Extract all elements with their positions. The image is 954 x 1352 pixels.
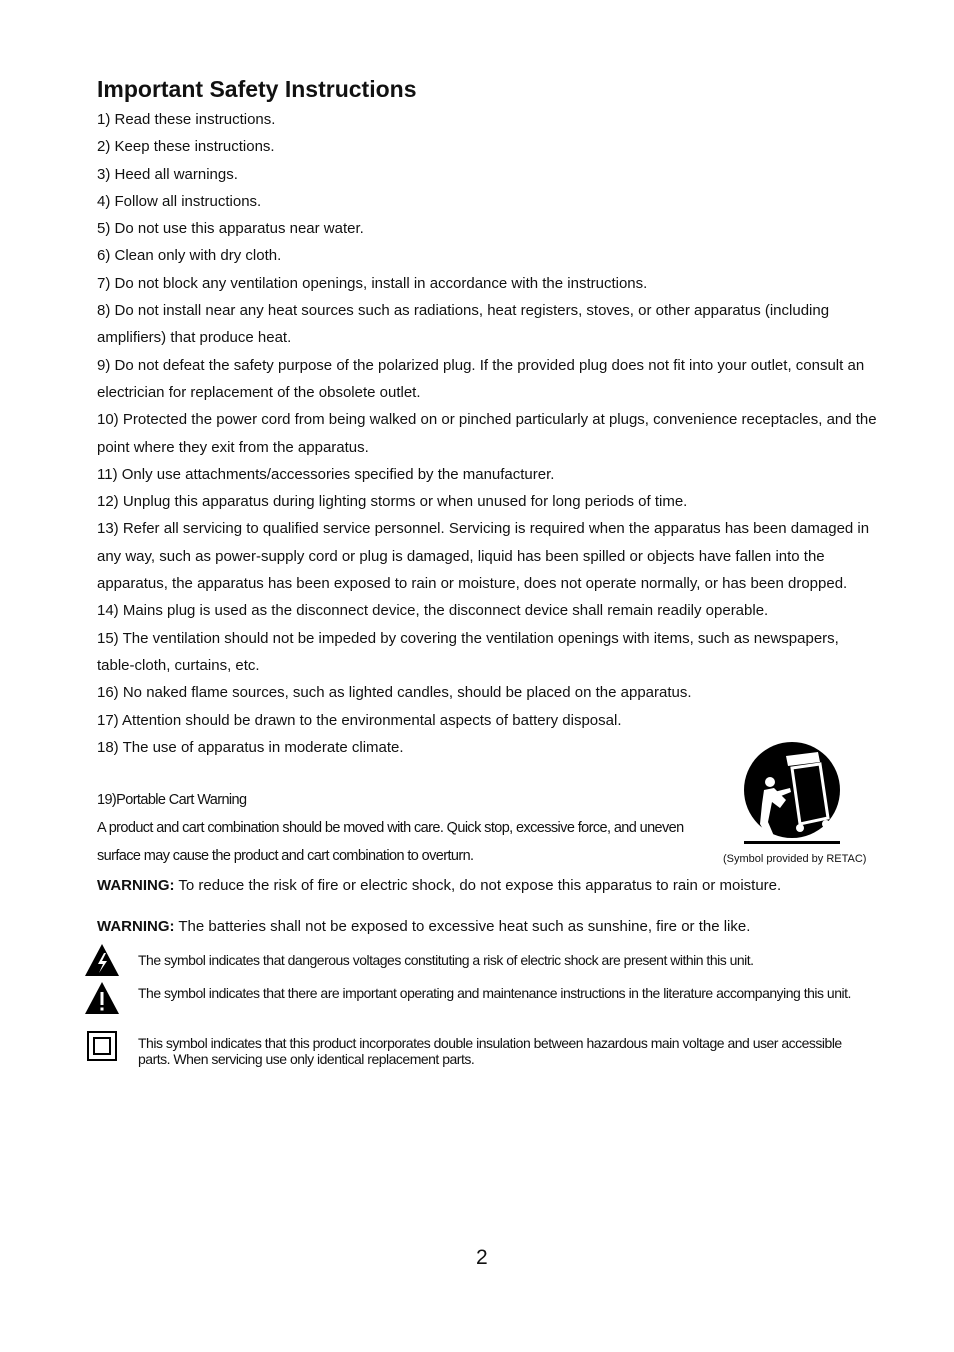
symbol-text-exclamation: The symbol indicates that there are important operating and maintenance instructions in the literature accompanying this unit. <box>138 985 851 1001</box>
list-item: 16) No naked flame sources, such as lighted candles, should be placed on the apparatus. <box>97 684 692 702</box>
warning-label: WARNING: <box>97 918 175 935</box>
retac-caption: (Symbol provided by RETAC) <box>723 853 867 865</box>
instruction-list <box>97 106 877 761</box>
list-item: 3) Heed all warnings. <box>97 165 238 183</box>
symbol-text-lightning: The symbol indicates that dangerous voltages constituting a risk of electric shock are present within this unit. <box>138 952 754 968</box>
list-item: 9) Do not defeat the safety purpose of the polarized plug. If the provided plug does not fit into your outlet, consult an electrician for replacement of the obsolete outlet. <box>97 356 865 401</box>
warning-moisture <box>97 877 781 894</box>
warning-label: WARNING: <box>97 877 175 894</box>
list-item: 15) The ventilation should not be impeded by covering the ventilation openings with items, such as newspapers, table-cloth, curtains, etc. <box>97 629 839 674</box>
list-item: 12) Unplug this apparatus during lighting storms or when unused for long periods of time. <box>97 493 688 511</box>
double-square-icon <box>86 1030 118 1062</box>
warning-text: To reduce the risk of fire or electric shock, do not expose this apparatus to rain or moisture. <box>174 877 782 894</box>
page-number: 2 <box>476 1246 488 1269</box>
list-item: 11) Only use attachments/accessories specified by the manufacturer. <box>97 465 555 483</box>
cart-warning-heading: 19)Portable Cart Warning <box>97 792 247 808</box>
list-item: 7) Do not block any ventilation openings, install in accordance with the instructions. <box>97 274 648 292</box>
exclamation-triangle-icon <box>84 980 120 1016</box>
warning-batteries <box>97 918 750 935</box>
list-item: 17) Attention should be drawn to the environmental aspects of battery disposal. <box>97 711 622 729</box>
cart-warning-text: A product and cart combination should be moved with care. Quick stop, excessive force, and uneven surface may cause the product and cart combination to overturn. <box>97 820 684 864</box>
lightning-triangle-icon <box>84 942 120 978</box>
list-item: 10) Protected the power cord from being walked on or pinched particularly at plugs, convenience receptacles, and the point where they exit from the apparatus. <box>97 411 877 456</box>
tipping-cart-icon <box>734 738 850 850</box>
list-item: 6) Clean only with dry cloth. <box>97 247 282 265</box>
list-item: 14) Mains plug is used as the disconnect device, the disconnect device shall remain readily operable. <box>97 602 769 620</box>
list-item: 13) Refer all servicing to qualified service personnel. Servicing is required when the apparatus has been damaged in any way, such as power-supply cord or plug is damaged, liquid has been spilled or objects have fallen into the apparatus, the apparatus has been exposed to rain or moisture, does not operate normally, or has been dropped. <box>97 520 870 593</box>
symbol-text-double-insulation: This symbol indicates that this product incorporates double insulation between hazardous main voltage and user accessible parts. When servicing use only identical replacement parts. <box>138 1035 842 1067</box>
list-item: 4) Follow all instructions. <box>97 192 262 210</box>
list-item: 18) The use of apparatus in moderate climate. <box>97 738 404 756</box>
list-item: 5) Do not use this apparatus near water. <box>97 220 364 238</box>
page-title: Important Safety Instructions <box>97 76 417 102</box>
list-item: 8) Do not install near any heat sources such as radiations, heat registers, stoves, or other apparatus (including amplifiers) that produce heat. <box>97 302 830 347</box>
list-item: 2) Keep these instructions. <box>97 138 275 156</box>
warning-text: The batteries shall not be exposed to excessive heat such as sunshine, fire or the like. <box>174 918 751 935</box>
list-item: 1) Read these instructions. <box>97 111 276 128</box>
